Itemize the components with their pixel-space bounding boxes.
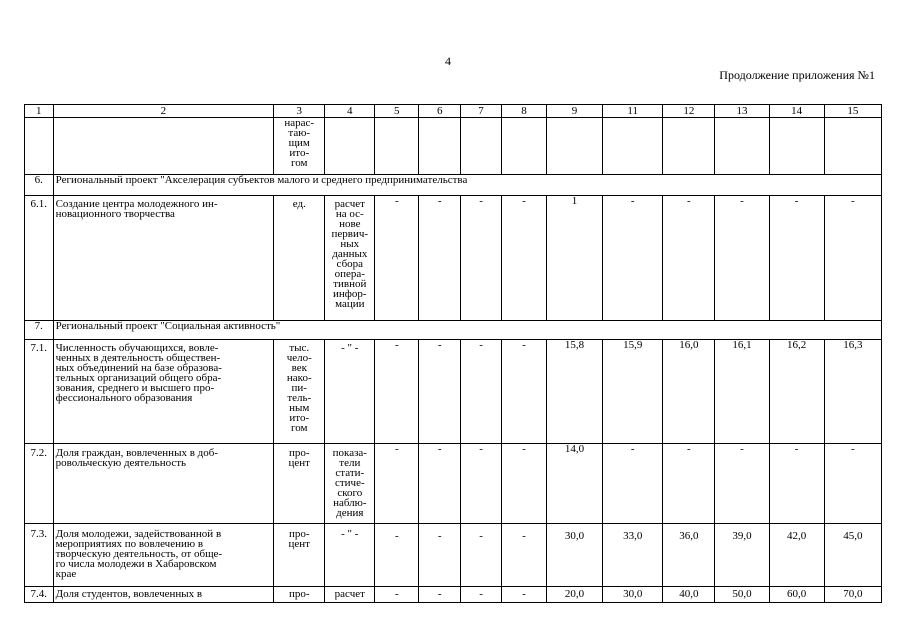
value-cell: 20,0 <box>546 587 602 603</box>
indicators-table <box>24 104 882 603</box>
value-cell: - <box>375 524 419 587</box>
header-cell: 6 <box>419 105 461 118</box>
header-cell: 8 <box>501 105 546 118</box>
value-cell: 16,3 <box>824 340 881 444</box>
value-cell: 45,0 <box>824 524 881 587</box>
value-cell: 42,0 <box>769 524 824 587</box>
indicator-name: Доля граждан, вовлеченных в доб- ровольческую деятельность <box>53 444 274 524</box>
table-row <box>25 587 882 603</box>
header-cell: 11 <box>603 105 663 118</box>
header-cell: 3 <box>274 105 325 118</box>
section-number: 7. <box>25 321 54 340</box>
value-cell: 1 <box>546 196 602 321</box>
value-cell: - <box>419 340 461 444</box>
unit-cell: про- цент <box>274 524 325 587</box>
continuation-label: Продолжение приложения №1 <box>719 68 875 82</box>
value-cell: - <box>824 444 881 524</box>
header-cell: 12 <box>663 105 715 118</box>
source-cell: - " - <box>325 340 375 444</box>
unit-cell: ед. <box>274 196 325 321</box>
value-cell: - <box>501 340 546 444</box>
value-cell: - <box>663 444 715 524</box>
header-cell: 14 <box>769 105 824 118</box>
indicator-name: Доля молодежи, задействованной в мероприятиях по вовлечению в творческую деятельность, от обще- го числа молодежи в Хабаровском крае <box>53 524 274 587</box>
section-title: Региональный проект "Акселерация субъектов малого и среднего предпринимательства <box>53 175 881 196</box>
value-cell: 50,0 <box>715 587 769 603</box>
value-cell: - <box>663 196 715 321</box>
value-cell: 33,0 <box>603 524 663 587</box>
value-cell: - <box>715 196 769 321</box>
unit-cell: тыс. чело- век нако- пи- тель- ным ито- гом <box>274 340 325 444</box>
value-cell: - <box>603 196 663 321</box>
table-row <box>25 196 882 321</box>
value-cell: - <box>419 444 461 524</box>
value-cell: - <box>461 524 502 587</box>
value-cell: - <box>603 444 663 524</box>
value-cell: 60,0 <box>769 587 824 603</box>
header-cell: 13 <box>715 105 769 118</box>
page-number: 4 <box>445 54 451 68</box>
header-cell: 9 <box>546 105 602 118</box>
table-row <box>25 444 882 524</box>
value-cell: - <box>461 587 502 603</box>
value-cell: - <box>375 340 419 444</box>
source-cell: расчет на ос- нове первич- ных данных сбора опера- тивной инфор- мации <box>325 196 375 321</box>
value-cell: 15,9 <box>603 340 663 444</box>
value-cell: - <box>375 587 419 603</box>
value-cell: - <box>419 587 461 603</box>
value-cell: - <box>461 444 502 524</box>
value-cell: - <box>419 196 461 321</box>
source-cell: показа- тели стати- стиче- ского наблю- дения <box>325 444 375 524</box>
section-row <box>25 175 882 196</box>
unit-cell: нарас- таю- щим ито- гом <box>274 118 325 175</box>
row-number: 7.2. <box>25 444 54 524</box>
header-cell: 1 <box>25 105 54 118</box>
value-cell: - <box>715 444 769 524</box>
unit-cell: про- <box>274 587 325 603</box>
value-cell: - <box>461 340 502 444</box>
header-cell: 2 <box>53 105 274 118</box>
value-cell: 16,0 <box>663 340 715 444</box>
value-cell: 30,0 <box>603 587 663 603</box>
value-cell: 39,0 <box>715 524 769 587</box>
header-cell: 7 <box>461 105 502 118</box>
section-row <box>25 321 882 340</box>
value-cell: - <box>501 196 546 321</box>
value-cell: 15,8 <box>546 340 602 444</box>
source-cell: расчет <box>325 587 375 603</box>
header-cell: 4 <box>325 105 375 118</box>
unit-cell: про- цент <box>274 444 325 524</box>
value-cell: - <box>375 444 419 524</box>
value-cell: - <box>461 196 502 321</box>
row-number: 6.1. <box>25 196 54 321</box>
value-cell: - <box>769 196 824 321</box>
row-number: 7.1. <box>25 340 54 444</box>
value-cell: - <box>419 524 461 587</box>
header-cell: 15 <box>824 105 881 118</box>
section-title: Региональный проект "Социальная активность" <box>53 321 881 340</box>
table-row <box>25 340 882 444</box>
row-number: 7.4. <box>25 587 54 603</box>
value-cell: 14,0 <box>546 444 602 524</box>
table-row <box>25 118 882 175</box>
value-cell: - <box>769 444 824 524</box>
indicator-name: Создание центра молодежного ин- новационного творчества <box>53 196 274 321</box>
table-row <box>25 524 882 587</box>
value-cell: 16,2 <box>769 340 824 444</box>
value-cell: - <box>824 196 881 321</box>
value-cell: 16,1 <box>715 340 769 444</box>
source-cell: - " - <box>325 524 375 587</box>
value-cell: 30,0 <box>546 524 602 587</box>
indicator-name: Доля студентов, вовлеченных в <box>53 587 274 603</box>
value-cell: - <box>375 196 419 321</box>
value-cell: 70,0 <box>824 587 881 603</box>
header-row <box>25 105 882 118</box>
value-cell: - <box>501 587 546 603</box>
indicator-name: Численность обучающихся, вовле- ченных в деятельность обществен- ных объединений на базе образова- тельных организаций общего обра- зования, среднего и высшего про- фессионального образования <box>53 340 274 444</box>
section-number: 6. <box>25 175 54 196</box>
row-number: 7.3. <box>25 524 54 587</box>
value-cell: - <box>501 524 546 587</box>
header-cell: 5 <box>375 105 419 118</box>
value-cell: 40,0 <box>663 587 715 603</box>
value-cell: - <box>501 444 546 524</box>
value-cell: 36,0 <box>663 524 715 587</box>
